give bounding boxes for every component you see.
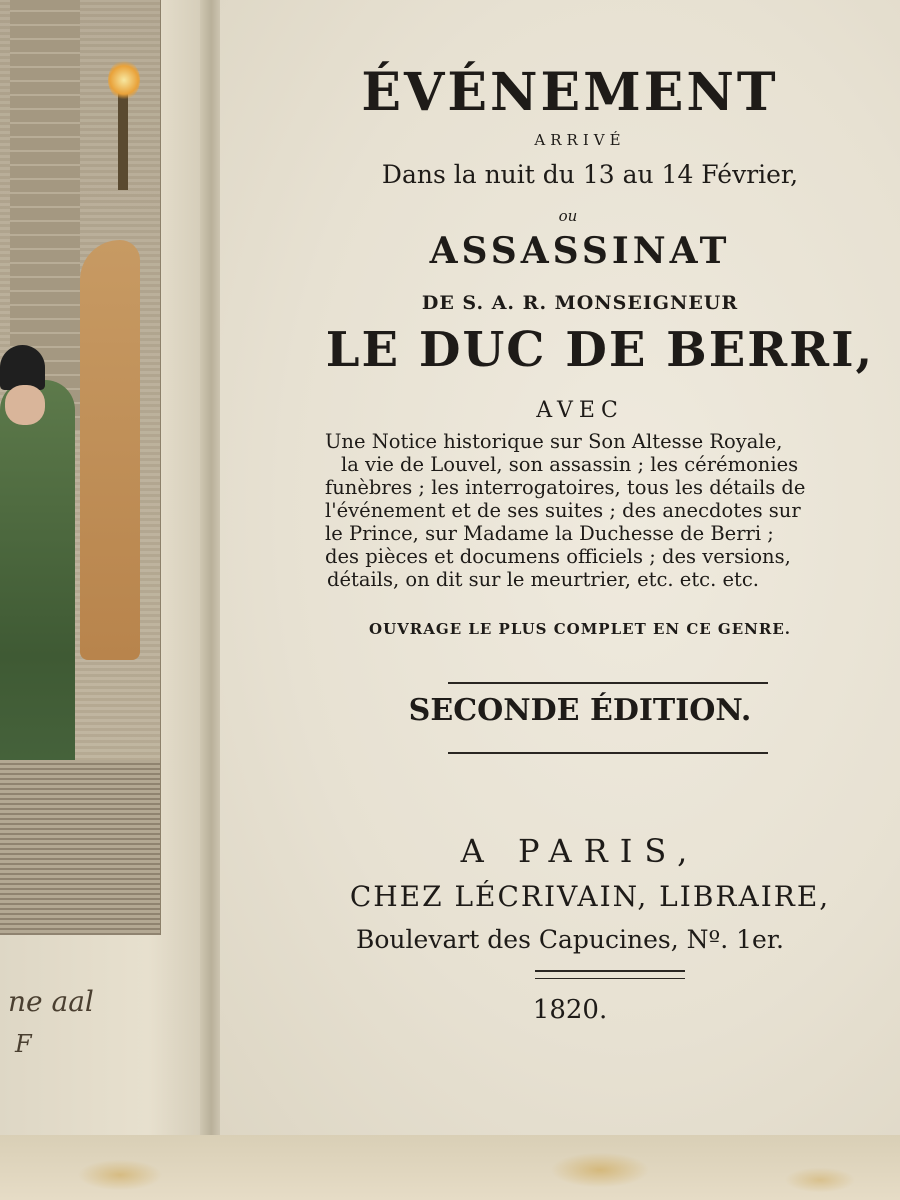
imprint-address: Boulevart des Capucines, Nº. 1er. [356, 925, 784, 954]
illustration-face [5, 385, 45, 425]
divider-top [448, 682, 768, 684]
subtitle-night: Dans la nuit du 13 au 14 Février, [381, 160, 799, 189]
notice-line: l'événement et de ses suites ; des anecdotes sur [325, 499, 801, 522]
subtitle-monseigneur: DE S. A. R. MONSEIGNEUR [421, 292, 739, 314]
background-fabric-bottom [0, 1135, 900, 1200]
illustration-hat [0, 345, 45, 390]
subtitle-avec: AVEC [536, 398, 624, 423]
notice-paragraph [325, 430, 895, 591]
imprint-place: A PARIS, [460, 832, 700, 870]
notice-line: détails, on dit sur le meurtrier, etc. etc. etc. [327, 568, 759, 591]
imprint-year: 1820. [532, 995, 608, 1025]
main-title: ÉVÉNEMENT [361, 62, 779, 123]
edition-label: SECONDE ÉDITION. [408, 693, 752, 728]
illustration-caption: ne aal [8, 985, 94, 1018]
frontispiece-illustration [0, 0, 161, 935]
imprint-rule [535, 970, 685, 979]
subtitle-duc-de-berri: LE DUC DE BERRI, [325, 322, 875, 378]
notice-line: des pièces et documens officiels ; des versions, [325, 545, 791, 568]
illustration-caption-2: F [15, 1030, 32, 1058]
notice-line: la vie de Louvel, son assassin ; les cérémonies [341, 453, 799, 476]
title-page [220, 0, 900, 1135]
notice-line: Une Notice historique sur Son Altesse Royale, [325, 430, 783, 453]
subtitle-ou: ou [558, 207, 578, 225]
left-page [0, 0, 212, 1138]
divider-bottom [448, 752, 768, 754]
imprint-publisher: CHEZ LÉCRIVAIN, LIBRAIRE, [349, 880, 831, 913]
subtitle-arrive: ARRIVÉ [534, 131, 626, 149]
notice-line: funèbres ; les interrogatoires, tous les détails de [325, 476, 806, 499]
ouvrage-line: OUVRAGE LE PLUS COMPLET EN CE GENRE. [369, 620, 791, 638]
illustration-ground [0, 760, 160, 935]
subtitle-assassinat: ASSASSINAT [429, 230, 731, 272]
illustration-horse [80, 240, 140, 660]
notice-line: le Prince, sur Madame la Duchesse de Berri ; [325, 522, 774, 545]
illustration-flame [108, 60, 140, 100]
